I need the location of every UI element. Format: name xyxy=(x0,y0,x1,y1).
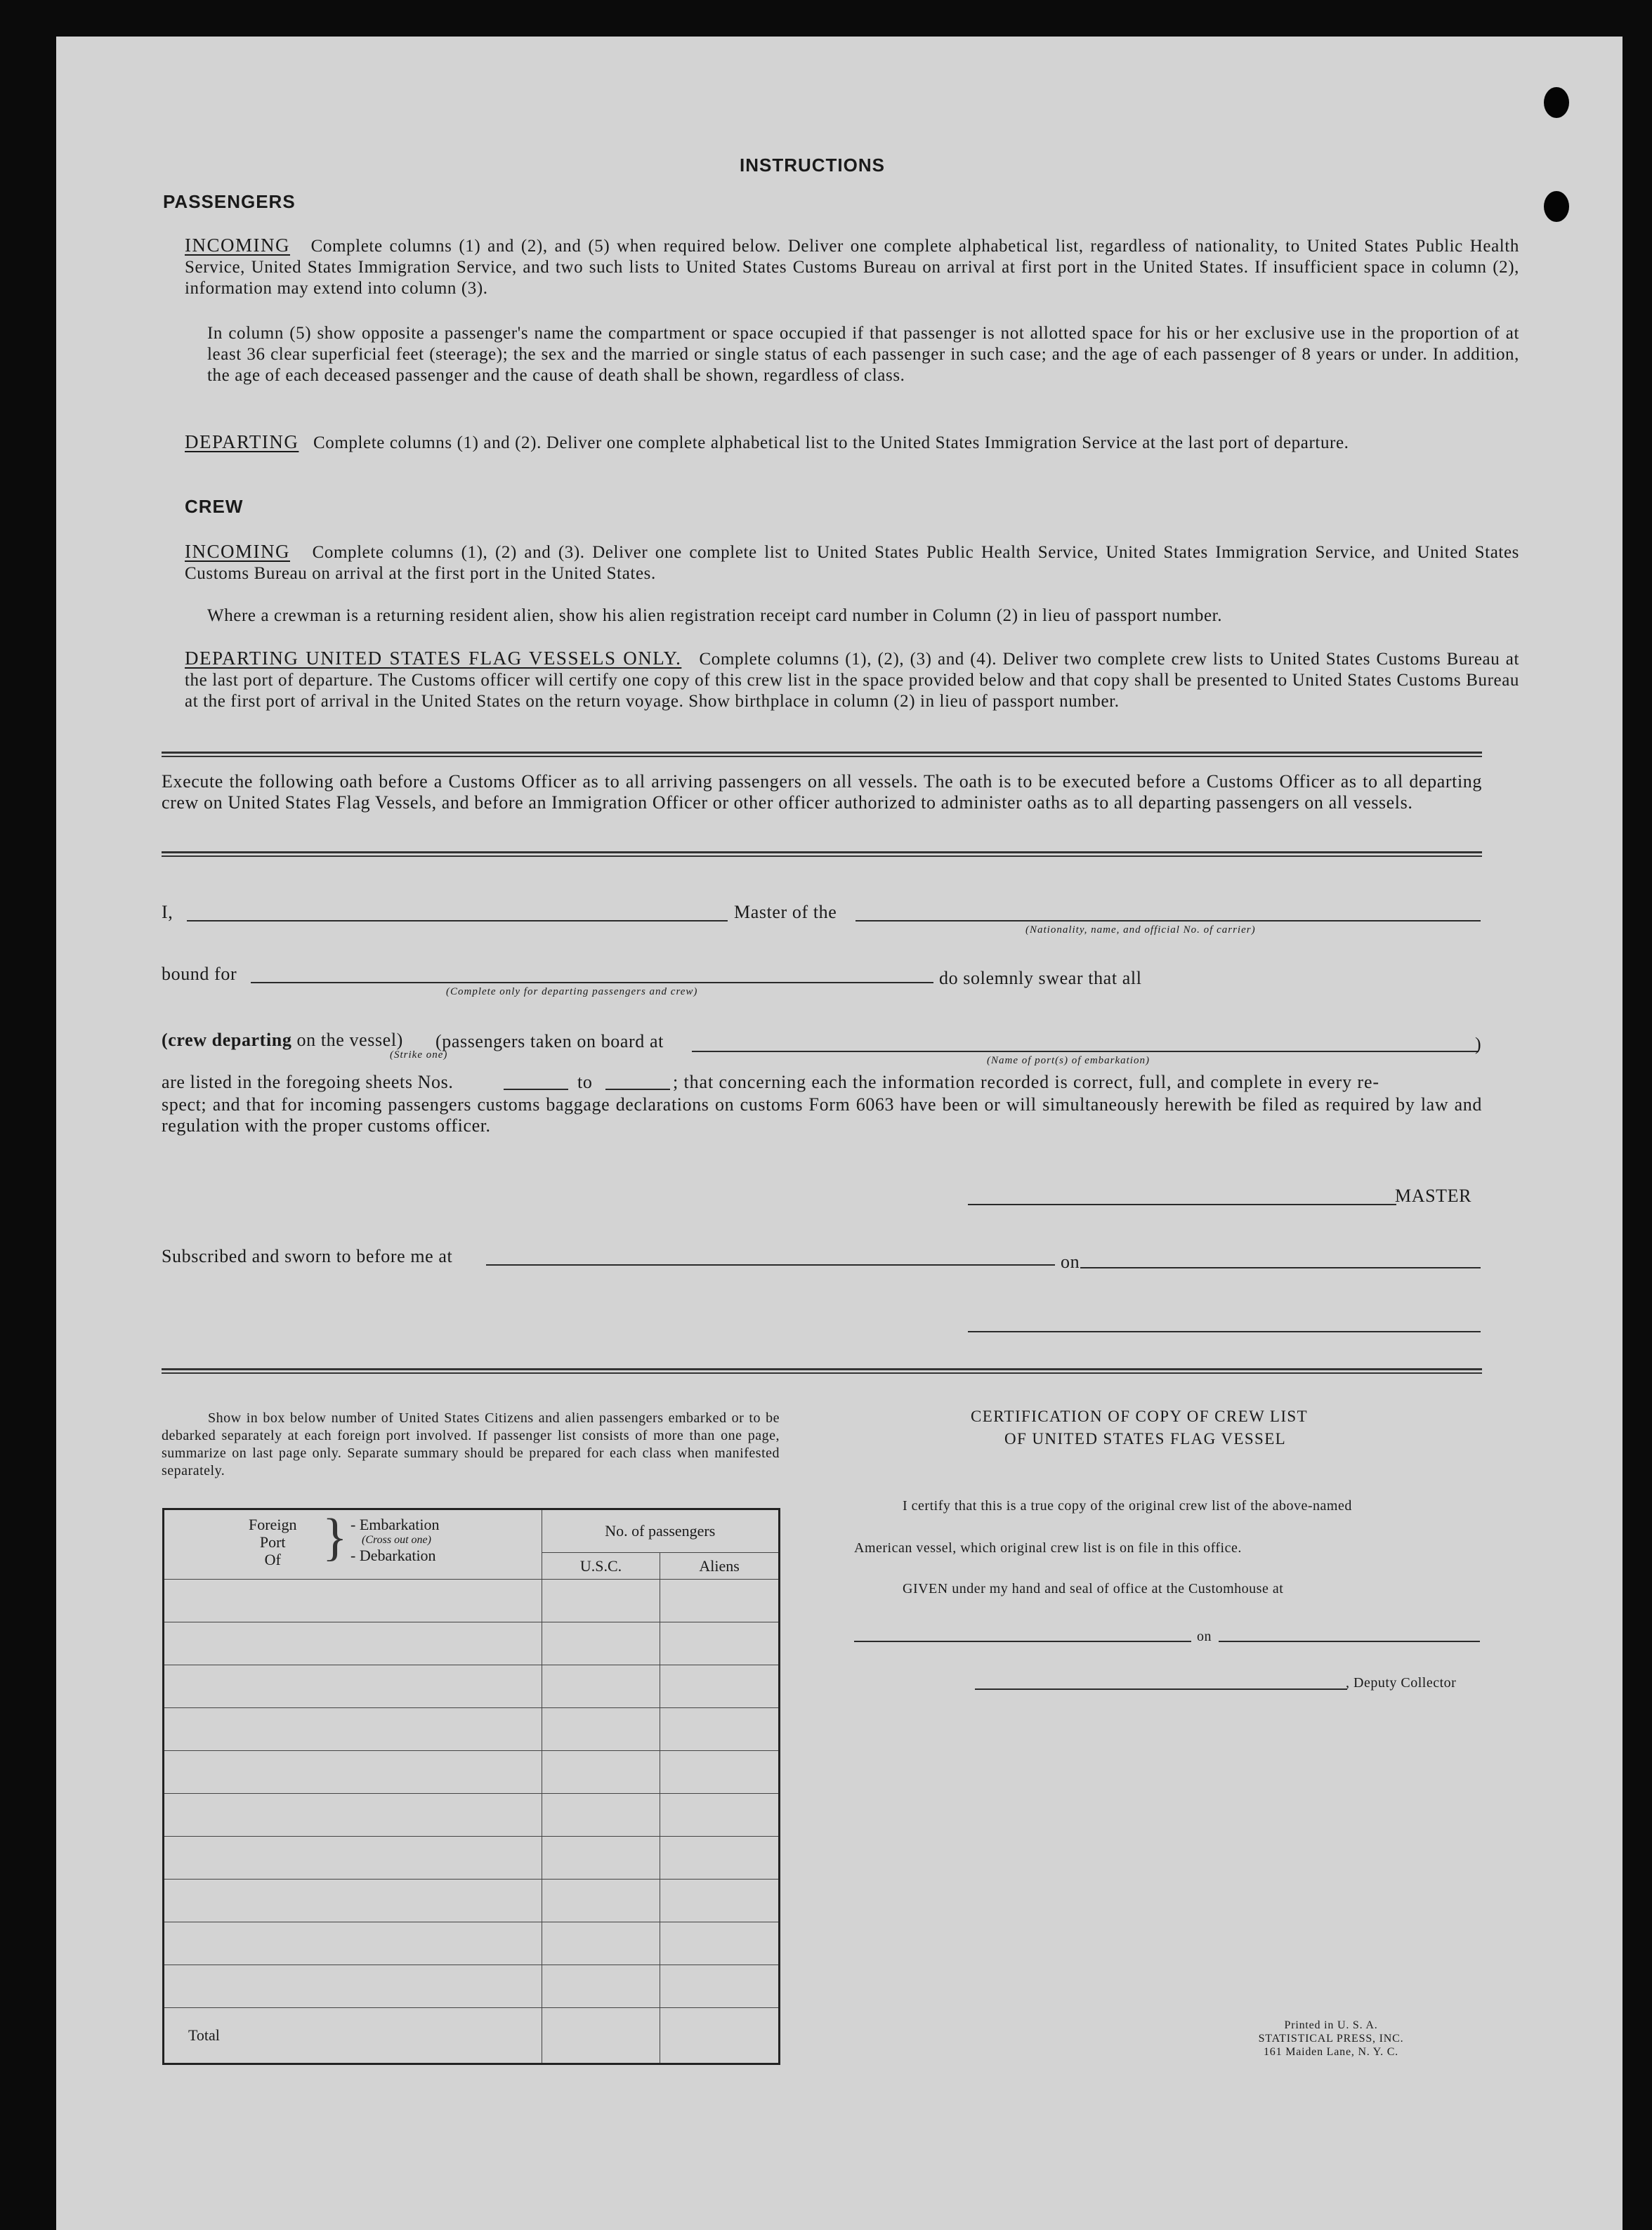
divider-double-top xyxy=(162,752,1482,754)
deputy-collector-signature-field[interactable] xyxy=(975,1688,1347,1690)
aliens-cell[interactable] xyxy=(660,1880,780,1922)
master-of-the-label: Master of the xyxy=(734,902,837,922)
carrier-caption: (Nationality, name, and official No. of carrier) xyxy=(1025,924,1256,936)
port-cell[interactable] xyxy=(164,1965,542,2008)
sworn-on-label: on xyxy=(1061,1252,1080,1272)
officer-signature-field[interactable] xyxy=(968,1331,1481,1332)
punch-hole-top xyxy=(1544,87,1569,118)
listed-correct-text: ; that concerning each the information recorded is correct, full, and complete in every re- xyxy=(673,1072,1379,1092)
subscribed-label: Subscribed and sworn to before me at xyxy=(162,1246,453,1266)
divider-double-top-2 xyxy=(162,756,1482,757)
usc-cell[interactable] xyxy=(542,1794,660,1837)
aliens-cell[interactable] xyxy=(660,1622,780,1665)
customhouse-field[interactable] xyxy=(854,1641,1191,1642)
no-of-passengers-header: No. of passengers xyxy=(542,1509,779,1553)
aliens-cell[interactable] xyxy=(660,1751,780,1794)
crew-departing-text: (crew departing xyxy=(162,1030,292,1050)
embarkation-label[interactable]: - Embarkation xyxy=(350,1516,440,1533)
aliens-cell[interactable] xyxy=(660,1708,780,1751)
usc-cell[interactable] xyxy=(542,1922,660,1965)
aliens-cell[interactable] xyxy=(660,1580,780,1622)
debarkation-label[interactable]: - Debarkation xyxy=(350,1547,436,1564)
passengers-incoming-text: Complete columns (1) and (2), and (5) when required below. Deliver one complete alphabetical list, regardless of nationality, to United States Public Health Service, United States Immigration Service, and two such lists to United States Customs Bureau on arrival at first port in the United States. If insufficient space in column (2), information may extend into column (3). xyxy=(185,237,1519,298)
usc-cell[interactable] xyxy=(542,1965,660,2008)
ports-caption: (Name of port(s) of embarkation) xyxy=(987,1055,1150,1066)
master-name-field[interactable] xyxy=(187,920,728,921)
port-cell[interactable] xyxy=(164,1922,542,1965)
usc-cell[interactable] xyxy=(542,1837,660,1880)
aliens-header: Aliens xyxy=(660,1553,780,1580)
aliens-cell[interactable] xyxy=(660,1965,780,2008)
printer-line-3: 161 Maiden Lane, N. Y. C. xyxy=(1264,2046,1398,2058)
usc-cell[interactable] xyxy=(542,1880,660,1922)
total-usc-cell[interactable] xyxy=(542,2008,660,2064)
port-cell[interactable] xyxy=(164,1708,542,1751)
crew-departing-label: DEPARTING UNITED STATES FLAG VESSELS ONLY. xyxy=(185,648,682,669)
port-cell[interactable] xyxy=(164,1880,542,1922)
listed-to-text: to xyxy=(577,1072,593,1092)
port-cell[interactable] xyxy=(164,1622,542,1665)
crew-departing-option[interactable] xyxy=(162,1030,403,1051)
sheet-from-field[interactable] xyxy=(504,1089,568,1090)
embarkation-ports-field[interactable] xyxy=(692,1051,1479,1052)
usc-cell[interactable] xyxy=(542,1708,660,1751)
summary-instructions: Show in box below number of United States Citizens and alien passengers embarked or to be debarked separately at each foreign port involved. If passenger list consists of more than one page, summarize on last page only. Separate summary should be prepared for each class when manifested separately. xyxy=(162,1410,780,1478)
crew-incoming-label: INCOMING xyxy=(185,541,290,562)
master-signature-field[interactable] xyxy=(968,1204,1396,1205)
passengers-incoming-label: INCOMING xyxy=(185,235,290,256)
printer-line-1: Printed in U. S. A. xyxy=(1284,2019,1378,2031)
oath-i-label: I, xyxy=(162,902,173,922)
port-cell[interactable] xyxy=(164,1580,542,1622)
sheet-to-field[interactable] xyxy=(605,1089,670,1090)
passenger-summary-table xyxy=(162,1508,780,2065)
oath-intro: Execute the following oath before a Customs Officer as to all arriving passengers on all vessels. The oath is to be executed before a Customs Officer as to all departing crew on United States Flag Vessels, and before an Immigration Officer or other officer authorized to administer oaths as to all departing passengers on all vessels. xyxy=(162,771,1482,813)
printer-imprint xyxy=(1250,2019,1412,2059)
on-the-vessel-text: on the vessel) xyxy=(296,1030,403,1050)
bound-for-field[interactable] xyxy=(251,982,933,983)
usc-cell[interactable] xyxy=(542,1751,660,1794)
usc-header: U.S.C. xyxy=(542,1553,660,1580)
passengers-column5-text: In column (5) show opposite a passenger's name the compartment or space occupied if that passenger is not allotted space for his or her exclusive use in the proportion of at least 36 clear superficial feet (steerage); the sex and the married or single status of each passenger in such case; and the age of each passenger of 8 years or under. In addition, the age of each deceased passenger and the cause of death shall be shown, regardless of class. xyxy=(207,324,1519,385)
deputy-collector-label: , Deputy Collector xyxy=(1346,1675,1457,1691)
passengers-incoming-paragraph xyxy=(185,235,1519,299)
total-aliens-cell[interactable] xyxy=(660,2008,780,2064)
punch-hole-bottom xyxy=(1544,191,1569,222)
printer-line-2: STATISTICAL PRESS, INC. xyxy=(1258,2033,1404,2045)
close-paren: ) xyxy=(1475,1034,1482,1054)
bound-for-caption: (Complete only for departing passengers and crew) xyxy=(446,986,698,997)
usc-cell[interactable] xyxy=(542,1622,660,1665)
usc-cell[interactable] xyxy=(542,1580,660,1622)
certification-title-2: OF UNITED STATES FLAG VESSEL xyxy=(1004,1430,1287,1448)
passengers-departing-paragraph xyxy=(185,431,1519,454)
passengers-taken-label[interactable]: (passengers taken on board at xyxy=(435,1031,664,1051)
american-vessel-text: American vessel, which original crew list is on file in this office. xyxy=(854,1540,1242,1556)
passengers-heading: PASSENGERS xyxy=(163,191,296,212)
port-cell[interactable] xyxy=(164,1794,542,1837)
of-label: Of xyxy=(264,1551,281,1568)
divider-double-oath xyxy=(162,851,1482,853)
certify-text: I certify that this is a true copy of the original crew list of the above-named xyxy=(903,1498,1352,1514)
port-label: Port xyxy=(259,1533,286,1551)
crew-departing-text: Complete columns (1), (2), (3) and (4). Deliver two complete crew lists to United States Customs Bureau at the last port of departure. The Customs officer will certify one copy of this crew list in the space provided below and that copy shall be presented to United States Customs Bureau at the first port of arrival in the United States on the return voyage. Show birthplace in column (2) in lieu of passport number. xyxy=(185,650,1519,711)
passengers-departing-text: Complete columns (1) and (2). Deliver one complete alphabetical list to the United States Immigration Service at the last port of departure. xyxy=(313,433,1349,452)
given-text: GIVEN under my hand and seal of office at the Customhouse at xyxy=(903,1581,1284,1596)
certification-title-1: CERTIFICATION OF COPY OF CREW LIST xyxy=(971,1408,1309,1425)
port-cell[interactable] xyxy=(164,1751,542,1794)
divider-double-oath-2 xyxy=(162,855,1482,857)
total-label: Total xyxy=(164,2008,542,2064)
listed-continuation: spect; and that for incoming passengers customs baggage declarations on customs Form 6063 have been or will simultaneously herewith be filed as required by law and regulation with the proper customs officer. xyxy=(162,1094,1482,1136)
certification-date-field[interactable] xyxy=(1219,1641,1480,1642)
crew-heading: CREW xyxy=(185,496,244,517)
usc-cell[interactable] xyxy=(542,1665,660,1708)
listed-sheets-text: are listed in the foregoing sheets Nos. xyxy=(162,1072,454,1092)
aliens-cell[interactable] xyxy=(660,1665,780,1708)
page-title: INSTRUCTIONS xyxy=(740,155,885,176)
crew-incoming-text: Complete columns (1), (2) and (3). Deliver one complete list to United States Public Health Service, United States Immigration Service, and United States Customs Bureau on arrival at the first port in the United States. xyxy=(185,543,1519,583)
crew-incoming-paragraph xyxy=(185,541,1519,584)
form-sheet xyxy=(56,37,1622,2230)
foreign-port-header: Foreign Port Of } - Embarkation (Cross out one) - Debarkation xyxy=(164,1509,542,1580)
foreign-label: Foreign xyxy=(249,1516,297,1533)
certification-on-label: on xyxy=(1197,1629,1212,1644)
aliens-cell[interactable] xyxy=(660,1794,780,1837)
aliens-cell[interactable] xyxy=(660,1837,780,1880)
swear-text: do solemnly swear that all xyxy=(939,968,1142,988)
crew-resident-text: Where a crewman is a returning resident alien, show his alien registration receipt card number in Column (2) in lieu of passport number. xyxy=(207,606,1223,625)
port-cell[interactable] xyxy=(164,1665,542,1708)
master-label: MASTER xyxy=(1395,1186,1472,1206)
divider-double-bottom xyxy=(162,1368,1482,1370)
cross-out-caption: (Cross out one) xyxy=(362,1534,431,1546)
port-cell[interactable] xyxy=(164,1837,542,1880)
crew-departing-paragraph xyxy=(185,648,1519,712)
sworn-location-field[interactable] xyxy=(486,1264,1055,1266)
carrier-field[interactable] xyxy=(855,920,1481,921)
strike-caption: (Strike one) xyxy=(390,1049,448,1061)
aliens-cell[interactable] xyxy=(660,1922,780,1965)
passengers-departing-label: DEPARTING xyxy=(185,431,299,452)
divider-double-bottom-2 xyxy=(162,1372,1482,1374)
bound-for-label: bound for xyxy=(162,964,237,984)
sworn-date-field[interactable] xyxy=(1080,1267,1481,1268)
